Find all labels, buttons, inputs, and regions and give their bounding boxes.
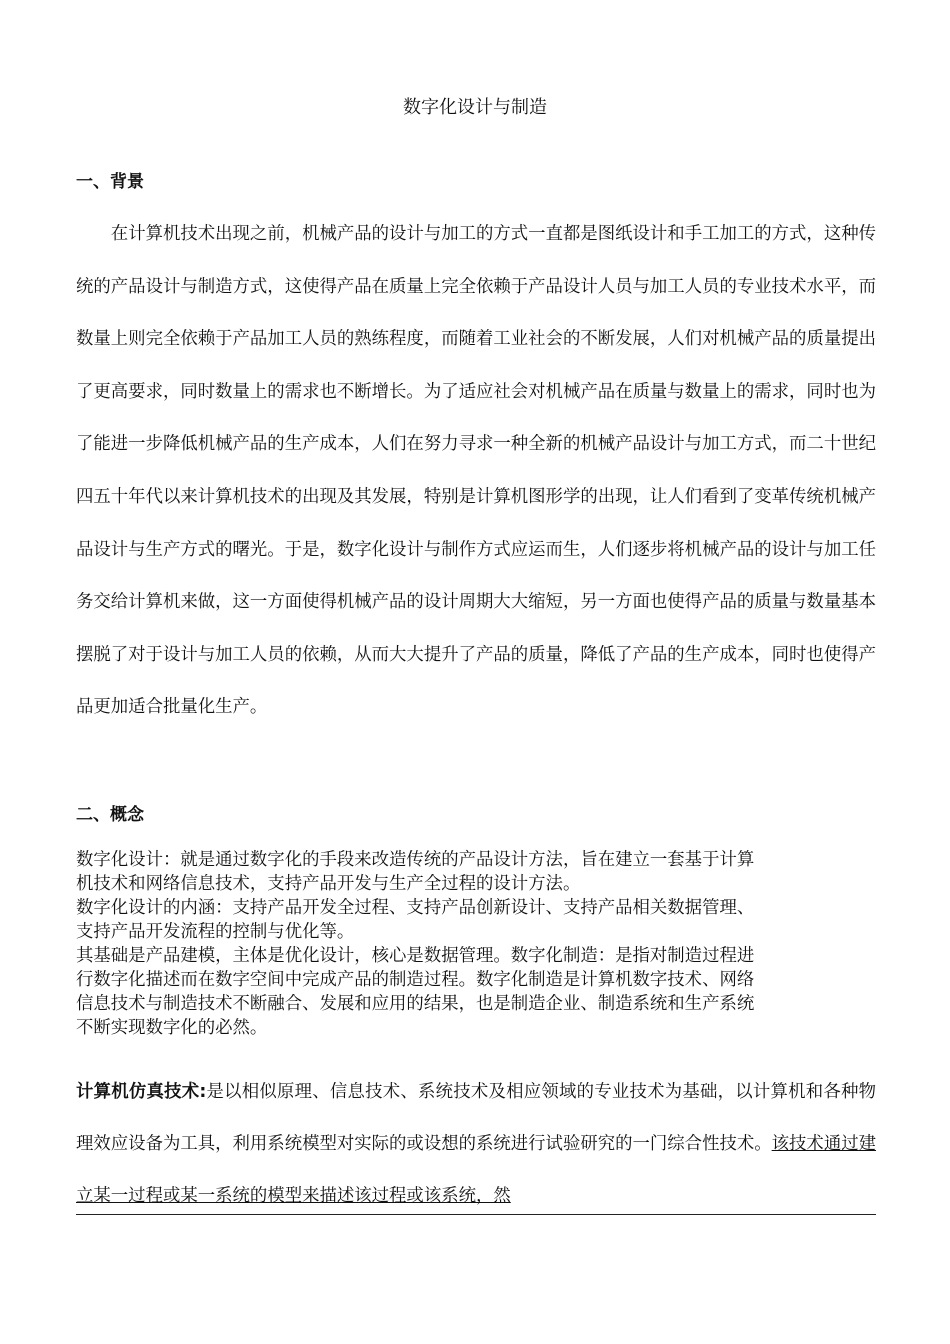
background-paragraph: 在计算机技术出现之前，机械产品的设计与加工的方式一直都是图纸设计和手工加工的方式，这种传统的产品设计与制造方式，这使得产品在质量上完全依赖于产品设计人员与加工人员的专业技术水平，而数量上则完全依赖于产品加工人员的熟练程度，而随着工业社会的不断发展，人们对机械产品的质量提出了更高要求，同时数量上的需求也不断增长。为了适应社会对机械产品在质量与数量上的需求，同时也为了能进一步降低机械产品的生产成本，人们在努力寻求一种全新的机械产品设计与加工方式，而二十世纪四五十年代以来计算机技术的出现及其发展，特别是计算机图形学的出现，让人们看到了变革传统机械产品设计与生产方式的曙光。于是，数字化设计与制作方式应运而生，人们逐步将机械产品的设计与加工任务交给计算机来做，这一方面使得机械产品的设计周期大大缩短，另一方面也使得产品的质量与数量基本摆脱了对于设计与加工人员的依赖，从而大大提升了产品的质量，降低了产品的生产成本，同时也使得产品更加适合批量化生产。 — [76, 224, 876, 718]
simulation-underlined-text: 该技术通过建立某一过程或某一系统的模型来描述该过程或该系统，然 — [76, 1134, 876, 1206]
document-title: 数字化设计与制造 — [403, 97, 547, 118]
definition-line: 不断实现数字化的必然。 — [76, 1018, 268, 1038]
simulation-term: 计算机仿真技术: — [76, 1082, 207, 1102]
simulation-text: 是以相似原理、信息技术、系统技术及相应领域的专业技术为基础，以计算机和各种物理效应设备为工具，利用系统模型对实际的或设想的系统进行试验研究的一门综合性技术。 — [76, 1082, 876, 1154]
section-heading-background: 一、背景 — [76, 172, 144, 192]
definition-line: 行数字化描述而在数字空间中完成产品的制造过程。数字化制造是计算机数字技术、网络 — [76, 970, 755, 990]
concept-definitions — [76, 848, 876, 1040]
definition-line: 其基础是产品建模，主体是优化设计，核心是数据管理。数字化制造：是指对制造过程进 — [76, 946, 755, 966]
definition-line: 数字化设计的内涵：支持产品开发全过程、支持产品创新设计、支持产品相关数据管理、 — [76, 898, 755, 918]
definition-line: 机技术和网络信息技术，支持产品开发与生产全过程的设计方法。 — [76, 874, 581, 894]
definition-line: 数字化设计：就是通过数字化的手段来改造传统的产品设计方法，旨在建立一套基于计算 — [76, 850, 755, 870]
page-bottom-rule — [76, 1214, 876, 1215]
definition-line: 支持产品开发流程的控制与优化等。 — [76, 922, 355, 942]
definition-line: 信息技术与制造技术不断融合、发展和应用的结果，也是制造企业、制造系统和生产系统 — [76, 994, 755, 1014]
section-heading-concepts: 二、概念 — [76, 805, 144, 825]
simulation-paragraph — [76, 1066, 876, 1222]
